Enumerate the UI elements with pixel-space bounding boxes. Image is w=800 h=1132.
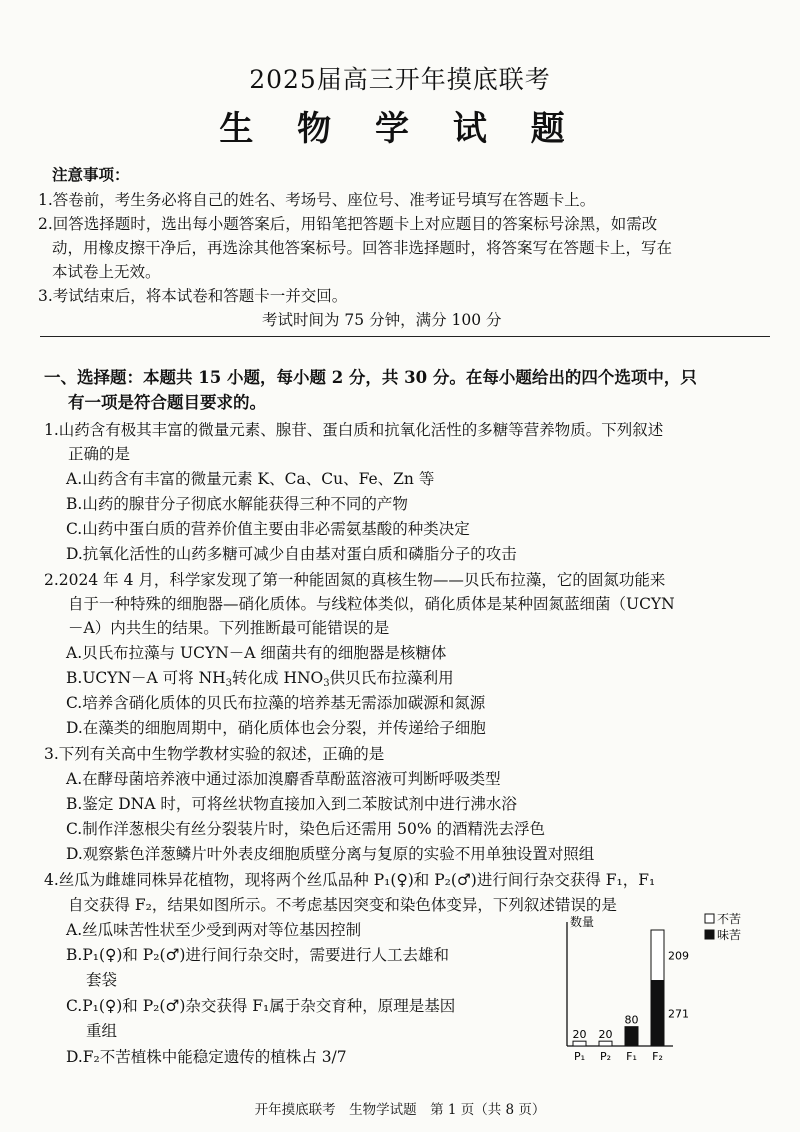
q3-stem: 3.下列有关高中生物学教材实验的叙述，正确的是 xyxy=(44,745,385,763)
q2-stem-cont-1: 自于一种特殊的细胞器—硝化质体。与线粒体类似，硝化质体是某种固氮蓝细菌（UCYN xyxy=(68,595,675,613)
section1-heading: 一、选择题：本题共 15 小题，每小题 2 分，共 30 分。在每小题给出的四个选项中，只 xyxy=(44,368,697,387)
notice-line-2: 2.回答选择题时，选出每小题答案后，用铅笔把答题卡上对应题目的答案标号涂黑，如需改 xyxy=(38,215,658,233)
x-tick-label: F₁ xyxy=(626,1050,637,1063)
bar-not-bitter-1 xyxy=(573,1041,586,1046)
q2-option-b: B.UCYN－A 可将 $NH_3$转化成 $HNO_3$供贝氏布拉藻利用 xyxy=(66,669,454,689)
section1-heading-cont: 有一项是符合题目要求的。 xyxy=(68,393,266,412)
q1-option-a: A.山药含有丰富的微量元素 K、Ca、Cu、Fe、Zn 等 xyxy=(66,470,435,488)
exam-title: 2025届高三开年摸底联考 xyxy=(249,65,551,94)
notice-line-5: 3.考试结束后，将本试卷和答题卡一并交回。 xyxy=(38,287,348,305)
notice-line-1: 1.答卷前，考生务必将自己的姓名、考场号、座位号、准考证号填写在答题卡上。 xyxy=(38,191,596,209)
x-tick-label: P₂ xyxy=(599,1050,612,1063)
time-info: 考试时间为 75 分钟，满分 100 分 xyxy=(262,311,502,329)
page-footer: 开年摸底联考 生物学试题 第 1 页（共 8 页） xyxy=(254,1102,546,1118)
bar-bitter-4 xyxy=(651,981,664,1046)
data-label: 20 xyxy=(598,1028,613,1042)
y-axis-label: 数量 xyxy=(570,915,595,929)
subject-title: 生 物 学 试 题 xyxy=(219,109,581,149)
data-label: 20 xyxy=(572,1028,587,1042)
q1-stem-cont: 正确的是 xyxy=(68,445,131,463)
data-label: 80 xyxy=(624,1013,639,1027)
q1-option-b: B.山药的腺苷分子彻底水解能获得三种不同的产物 xyxy=(66,495,408,513)
legend-label-not-bitter: 不苦 xyxy=(717,912,742,926)
data-label: 209 xyxy=(668,949,689,963)
legend-swatch-not-bitter xyxy=(705,914,714,923)
notice-heading: 注意事项： xyxy=(52,165,130,184)
bar-not-bitter-4 xyxy=(651,930,664,981)
q2-option-d: D.在藻类的细胞周期中，硝化质体也会分裂，并传递给子细胞 xyxy=(66,719,486,737)
q2-stem: 2.2024 年 4 月，科学家发现了第一种能固氮的真核生物——贝氏布拉藻，它的固氮功能来 xyxy=(44,571,666,589)
legend-label-bitter: 味苦 xyxy=(717,928,742,942)
bar-not-bitter-2 xyxy=(599,1041,612,1046)
notice-line-4: 本试卷上无效。 xyxy=(52,263,161,281)
q1-option-d: D.抗氧化活性的山药多糖可减少自由基对蛋白质和磷脂分子的攻击 xyxy=(66,545,517,563)
q2-option-c: C.培养含硝化质体的贝氏布拉藻的培养基无需添加碳源和氮源 xyxy=(66,694,486,712)
q4-stem-cont: 自交获得 F₂，结果如图所示。不考虑基因突变和染色体变异，下列叙述错误的是 xyxy=(68,896,617,914)
x-tick-label: P₁ xyxy=(573,1050,586,1063)
q4-option-c-cont: 重组 xyxy=(86,1022,118,1040)
q2-option-a: A.贝氏布拉藻与 UCYN－A 细菌共有的细胞器是核糖体 xyxy=(66,644,447,662)
q3-option-d: D.观察紫色洋葱鳞片叶外表皮细胞质壁分离与复原的实验不用单独设置对照组 xyxy=(66,845,595,863)
q3-option-b: B.鉴定 DNA 时，可将丝状物直接加入到二苯胺试剂中进行沸水浴 xyxy=(66,795,517,813)
q4-option-b-cont: 套袋 xyxy=(86,971,118,989)
q3-option-a: A.在酵母菌培养液中通过添加溴麝香草酚蓝溶液可判断呼吸类型 xyxy=(66,770,501,788)
legend-swatch-bitter xyxy=(705,930,714,939)
q4-option-c: C.P₁(♀)和 P₂(♂)杂交获得 F₁属于杂交育种，原理是基因 xyxy=(66,997,456,1015)
notice-line-3: 动，用橡皮擦干净后，再选涂其他答案标号。回答非选择题时，将答案写在答题卡上，写在 xyxy=(52,239,673,257)
q2-stem-cont-2: －A）内共生的结果。下列推断最可能错误的是 xyxy=(68,619,390,637)
q4-option-d: D.F₂不苦植株中能稳定遗传的植株占 3/7 xyxy=(66,1048,347,1066)
q3-option-c: C.制作洋葱根尖有丝分裂装片时，染色后还需用 50% 的酒精洗去浮色 xyxy=(66,820,546,838)
q4-option-a: A.丝瓜味苦性状至少受到两对等位基因控制 xyxy=(66,921,362,939)
bitterness-bar-chart xyxy=(555,908,780,1068)
bar-bitter-3 xyxy=(625,1027,638,1046)
q4-stem: 4.丝瓜为雌雄同株异花植物，现将两个丝瓜品种 P₁(♀)和 P₂(♂)进行间行杂交获得 F₁，F₁ xyxy=(44,871,656,889)
divider-line xyxy=(40,336,770,337)
q4-option-b: B.P₁(♀)和 P₂(♂)进行间行杂交时，需要进行人工去雄和 xyxy=(66,946,449,964)
data-label: 271 xyxy=(668,1007,689,1021)
x-tick-label: F₂ xyxy=(652,1050,663,1063)
q1-stem: 1.山药含有极其丰富的微量元素、腺苷、蛋白质和抗氧化活性的多糖等营养物质。下列叙述 xyxy=(44,421,664,439)
q1-option-c: C.山药中蛋白质的营养价值主要由非必需氨基酸的种类决定 xyxy=(66,520,470,538)
